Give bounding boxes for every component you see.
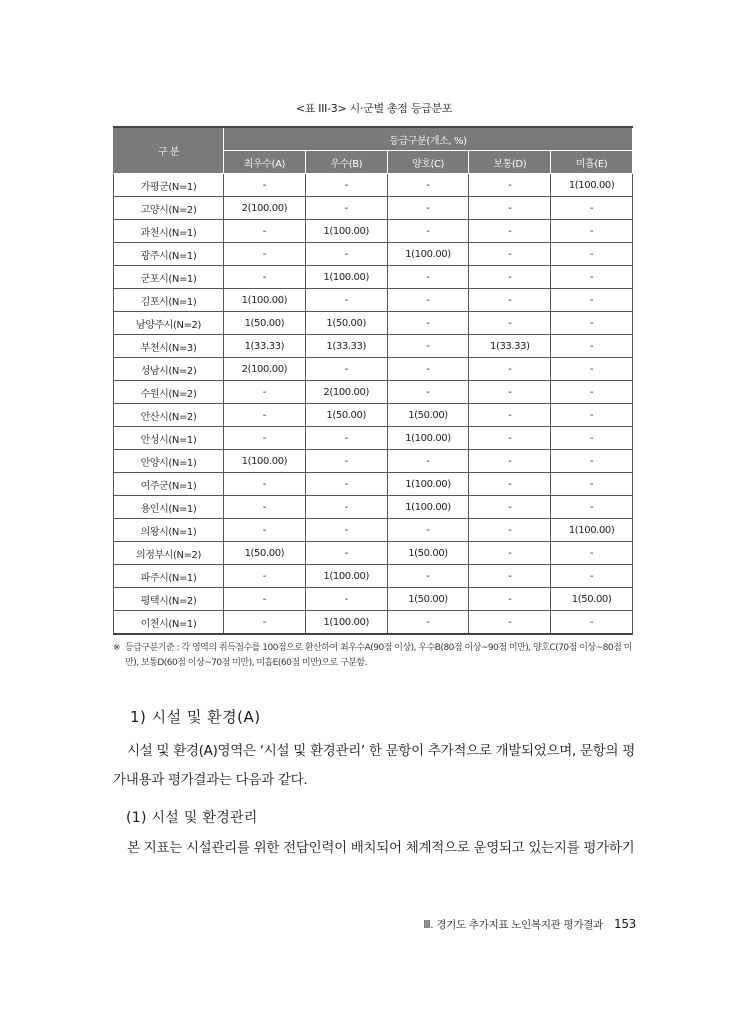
grade-cell: - xyxy=(387,335,469,358)
grade-cell: 1(100.00) xyxy=(224,289,306,312)
body-line: 본 지표는 시설관리를 위한 전담인력이 배치되어 체계적으로 운영되고 있는지를 평가하기 xyxy=(127,840,635,856)
grade-cell: - xyxy=(551,381,633,404)
region-cell: 안성시(N=1) xyxy=(114,427,224,450)
grade-cell: - xyxy=(224,519,306,542)
grade-cell: - xyxy=(469,220,551,243)
grade-cell: 1(100.00) xyxy=(387,473,469,496)
grade-cell: - xyxy=(387,312,469,335)
grade-cell: - xyxy=(224,588,306,611)
table-row xyxy=(114,335,633,358)
table-row xyxy=(114,404,633,427)
grade-cell: - xyxy=(469,197,551,220)
region-cell: 안양시(N=1) xyxy=(114,450,224,473)
grade-cell: 1(100.00) xyxy=(305,220,387,243)
grade-cell: - xyxy=(305,358,387,381)
region-cell: 여주군(N=1) xyxy=(114,473,224,496)
grade-cell: - xyxy=(469,611,551,635)
table-row xyxy=(114,289,633,312)
grade-cell: 1(100.00) xyxy=(551,519,633,542)
grade-cell: - xyxy=(551,266,633,289)
table-row xyxy=(114,611,633,635)
grade-cell: - xyxy=(551,542,633,565)
grade-cell: - xyxy=(469,473,551,496)
table-row xyxy=(114,588,633,611)
section-heading: 1) 시설 및 환경(A) xyxy=(130,708,261,726)
grade-cell: - xyxy=(551,404,633,427)
grade-cell: - xyxy=(469,565,551,588)
grade-cell: - xyxy=(224,243,306,266)
region-cell: 가평군(N=1) xyxy=(114,174,224,197)
grade-cell: - xyxy=(305,197,387,220)
grade-cell: - xyxy=(469,496,551,519)
paragraph xyxy=(113,737,637,795)
table-row xyxy=(114,220,633,243)
grade-cell: - xyxy=(387,358,469,381)
region-cell: 부천시(N=3) xyxy=(114,335,224,358)
grade-cell: 1(100.00) xyxy=(305,611,387,635)
region-cell: 파주시(N=1) xyxy=(114,565,224,588)
grade-cell: 1(100.00) xyxy=(387,243,469,266)
page-footer xyxy=(0,917,636,932)
grade-cell: - xyxy=(551,611,633,635)
grade-cell: - xyxy=(551,427,633,450)
grade-cell: - xyxy=(224,496,306,519)
grade-cell: - xyxy=(551,289,633,312)
grade-cell: - xyxy=(305,519,387,542)
paragraph-line: 시설 및 환경(A)영역은 ‘시설 및 환경관리’ 한 문항이 추가적으로 개발되었으며, 문항의 평 xyxy=(127,743,635,759)
grade-cell: - xyxy=(469,266,551,289)
region-cell: 과천시(N=1) xyxy=(114,220,224,243)
note-text: 등급구분기준 : 각 영역의 취득점수를 100점으로 환산하여 최우수A(90점 이상), 우수B(80점 이상~90점 미만), 양호C(70점 이상~80점 미만), 보통D(60점 이상~70점 미만), 미흡E(60점 미만)으로 구분함. xyxy=(125,643,632,668)
table-footnote xyxy=(113,641,643,671)
grade-cell: 1(50.00) xyxy=(387,588,469,611)
table-row xyxy=(114,473,633,496)
grade-cell: - xyxy=(387,174,469,197)
grade-cell: 1(33.33) xyxy=(469,335,551,358)
region-cell: 고양시(N=2) xyxy=(114,197,224,220)
grade-cell: - xyxy=(551,243,633,266)
table-row xyxy=(114,381,633,404)
grade-cell: - xyxy=(551,312,633,335)
table-row xyxy=(114,174,633,197)
grade-cell: - xyxy=(469,450,551,473)
grade-header: 미흡(E) xyxy=(551,151,633,174)
grade-cell: - xyxy=(224,266,306,289)
table-row xyxy=(114,312,633,335)
table-row xyxy=(114,197,633,220)
grade-header: 우수(B) xyxy=(305,151,387,174)
grade-cell: - xyxy=(387,450,469,473)
page-number: 153 xyxy=(613,917,636,931)
region-cell: 평택시(N=2) xyxy=(114,588,224,611)
grade-cell: - xyxy=(469,381,551,404)
region-cell: 군포시(N=1) xyxy=(114,266,224,289)
grade-cell: - xyxy=(469,427,551,450)
grade-cell: - xyxy=(469,243,551,266)
grade-header: 최우수(A) xyxy=(224,151,306,174)
grade-cell: 2(100.00) xyxy=(224,197,306,220)
grade-cell: - xyxy=(469,588,551,611)
region-cell: 용인시(N=1) xyxy=(114,496,224,519)
grade-cell: - xyxy=(469,174,551,197)
grade-cell: 1(33.33) xyxy=(224,335,306,358)
grade-cell: 2(100.00) xyxy=(224,358,306,381)
corner-header: 구 분 xyxy=(114,127,224,174)
table-caption: <표 III-3> 시·군별 총점 등급분포 xyxy=(295,102,453,115)
grade-cell: - xyxy=(305,427,387,450)
grade-cell: - xyxy=(224,404,306,427)
table-row xyxy=(114,243,633,266)
grade-cell: - xyxy=(551,473,633,496)
grade-cell: 1(50.00) xyxy=(305,404,387,427)
grade-cell: - xyxy=(387,266,469,289)
grade-cell: 1(100.00) xyxy=(305,565,387,588)
region-cell: 성남시(N=2) xyxy=(114,358,224,381)
region-cell: 의왕시(N=1) xyxy=(114,519,224,542)
grade-cell: - xyxy=(551,220,633,243)
region-cell: 김포시(N=1) xyxy=(114,289,224,312)
grade-cell: 1(100.00) xyxy=(387,427,469,450)
grade-cell: - xyxy=(469,312,551,335)
table-row xyxy=(114,519,633,542)
grade-cell: 1(100.00) xyxy=(551,174,633,197)
table-row xyxy=(114,427,633,450)
region-cell: 의정부시(N=2) xyxy=(114,542,224,565)
region-cell: 수원시(N=2) xyxy=(114,381,224,404)
note-mark: ※ xyxy=(113,643,121,653)
grade-cell: 1(50.00) xyxy=(224,542,306,565)
table-row xyxy=(114,565,633,588)
grade-cell: - xyxy=(305,496,387,519)
table-row xyxy=(114,450,633,473)
table-row xyxy=(114,266,633,289)
grade-cell: - xyxy=(305,243,387,266)
grade-cell: - xyxy=(224,220,306,243)
grade-cell: 1(100.00) xyxy=(387,496,469,519)
region-cell: 광주시(N=1) xyxy=(114,243,224,266)
grade-cell: - xyxy=(469,404,551,427)
grade-header: 양호(C) xyxy=(387,151,469,174)
grade-cell: 2(100.00) xyxy=(305,381,387,404)
grade-cell: 1(50.00) xyxy=(551,588,633,611)
grade-cell: - xyxy=(224,427,306,450)
grade-cell: 1(50.00) xyxy=(387,542,469,565)
grade-cell: - xyxy=(224,381,306,404)
grade-cell: - xyxy=(551,197,633,220)
grade-cell: - xyxy=(387,289,469,312)
grade-cell: - xyxy=(387,381,469,404)
grade-cell: - xyxy=(551,358,633,381)
grade-cell: - xyxy=(224,473,306,496)
region-cell: 남양주시(N=2) xyxy=(114,312,224,335)
grade-cell: 1(100.00) xyxy=(305,266,387,289)
table-row xyxy=(114,358,633,381)
grade-cell: - xyxy=(469,289,551,312)
grade-cell: - xyxy=(551,565,633,588)
grade-cell: - xyxy=(551,335,633,358)
grade-distribution-table xyxy=(113,126,633,635)
grade-cell: 1(50.00) xyxy=(224,312,306,335)
grade-cell: - xyxy=(469,358,551,381)
grade-cell: - xyxy=(305,542,387,565)
grade-cell: - xyxy=(305,450,387,473)
table-row xyxy=(114,542,633,565)
grade-cell: 1(50.00) xyxy=(305,312,387,335)
grade-cell: - xyxy=(469,519,551,542)
grade-cell: - xyxy=(224,611,306,635)
grade-cell: - xyxy=(305,174,387,197)
grade-cell: - xyxy=(387,220,469,243)
grade-cell: - xyxy=(387,197,469,220)
table-row xyxy=(114,496,633,519)
grade-cell: - xyxy=(224,174,306,197)
grade-cell: - xyxy=(469,542,551,565)
grade-cell: - xyxy=(305,289,387,312)
group-header: 등급구분(개소, %) xyxy=(224,127,633,151)
grade-cell: 1(50.00) xyxy=(387,404,469,427)
grade-cell: - xyxy=(305,588,387,611)
region-cell: 이천시(N=1) xyxy=(114,611,224,635)
grade-cell: - xyxy=(387,519,469,542)
grade-cell: - xyxy=(224,565,306,588)
grade-cell: - xyxy=(387,565,469,588)
region-cell: 안산시(N=2) xyxy=(114,404,224,427)
subsection-heading: (1) 시설 및 환경관리 xyxy=(126,810,258,826)
grade-cell: 1(33.33) xyxy=(305,335,387,358)
grade-cell: - xyxy=(387,611,469,635)
grade-cell: - xyxy=(551,450,633,473)
footer-chapter: Ⅲ. 경기도 추가지표 노인복지관 평가결과 xyxy=(423,919,603,931)
paragraph-line: 가내용과 평가결과는 다음과 같다. xyxy=(113,772,308,788)
grade-cell: 1(100.00) xyxy=(224,450,306,473)
grade-header: 보통(D) xyxy=(469,151,551,174)
grade-cell: - xyxy=(551,496,633,519)
grade-cell: - xyxy=(305,473,387,496)
